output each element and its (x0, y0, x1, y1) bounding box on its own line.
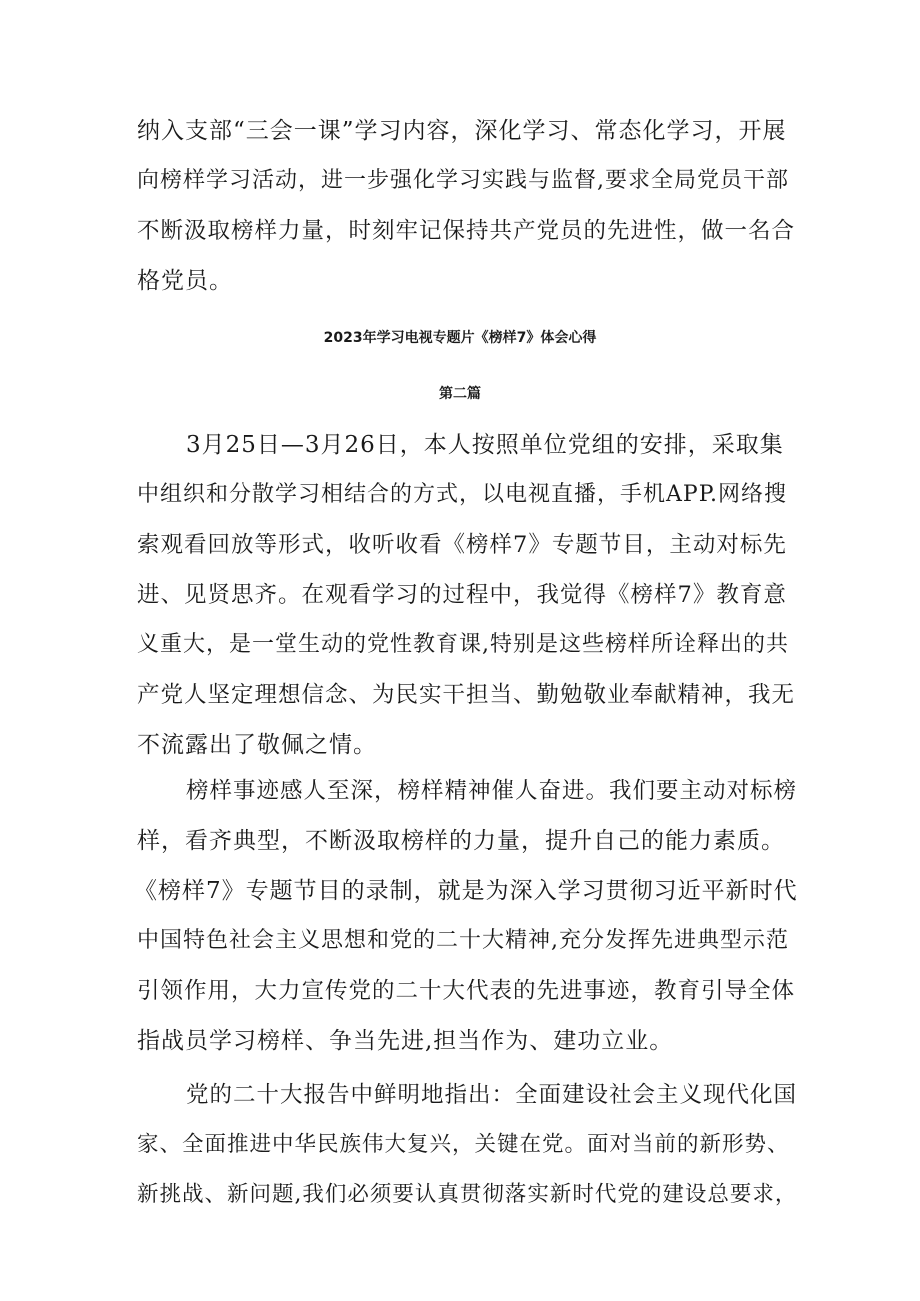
document-subtitle: 第二篇 (439, 386, 481, 402)
text-line: 党的二十大报告中鲜明地指出：全面建设社会主义现代化国 (186, 1082, 798, 1108)
text-line: 中国特色社会主义思想和党的二十大精神,充分发挥先进典型示范 (137, 928, 789, 953)
text-line: 索观看回放等形式，收听收看《榜样7》专题节目，主动对标先 (137, 532, 787, 558)
text-line: 不断汲取榜样力量，时刻牢记保持共产党员的先进性，做一名合 (137, 218, 796, 244)
text-line: 《榜样7》专题节目的录制，就是为深入学习贯彻习近平新时代 (134, 878, 798, 904)
text-line: 引领作用，大力宣传党的二十大代表的先进事迹，教育引导全体 (137, 978, 796, 1004)
text-line: 不流露出了敬佩之情。 (137, 732, 377, 758)
text-line: 义重大，是一堂生动的党性教育课,特别是这些榜样所诠释出的共 (137, 632, 789, 657)
text-line: 格党员。 (137, 268, 233, 294)
text-line: 向榜样学习活动，进一步强化学习实践与监督,要求全局党员干部 (137, 168, 789, 193)
document-title: 2023年学习电视专题片《榜样7》体会心得 (323, 330, 597, 346)
text-line: 纳入支部“三会一课”学习内容，深化学习、常态化学习，开展 (137, 118, 787, 144)
text-line: 榜样事迹感人至深，榜样精神催人奋进。我们要主动对标榜 (186, 778, 798, 804)
text-line: 新挑战、新问题,我们必须要认真贯彻落实新时代党的建设总要求， (137, 1182, 798, 1207)
text-line: 样，看齐典型，不断汲取榜样的力量，提升自己的能力素质。 (137, 828, 785, 854)
text-line: 产党人坚定理想信念、为民实干担当、勤勉敬业奉献精神，我无 (137, 682, 796, 708)
text-line: 进、见贤思齐。在观看学习的过程中，我觉得《榜样7》教育意 (137, 582, 787, 608)
text-line: 家、全面推进中华民族伟大复兴，关键在党。面对当前的新形势、 (137, 1132, 790, 1157)
text-line: 中组织和分散学习相结合的方式，以电视直播，手机APP.网络搜 (137, 482, 788, 507)
text-line: 指战员学习榜样、争当先进,担当作为、建功立业。 (137, 1028, 674, 1054)
text-line: 3月25日—3月26日，本人按照单位党组的安排，采取集 (186, 432, 784, 458)
